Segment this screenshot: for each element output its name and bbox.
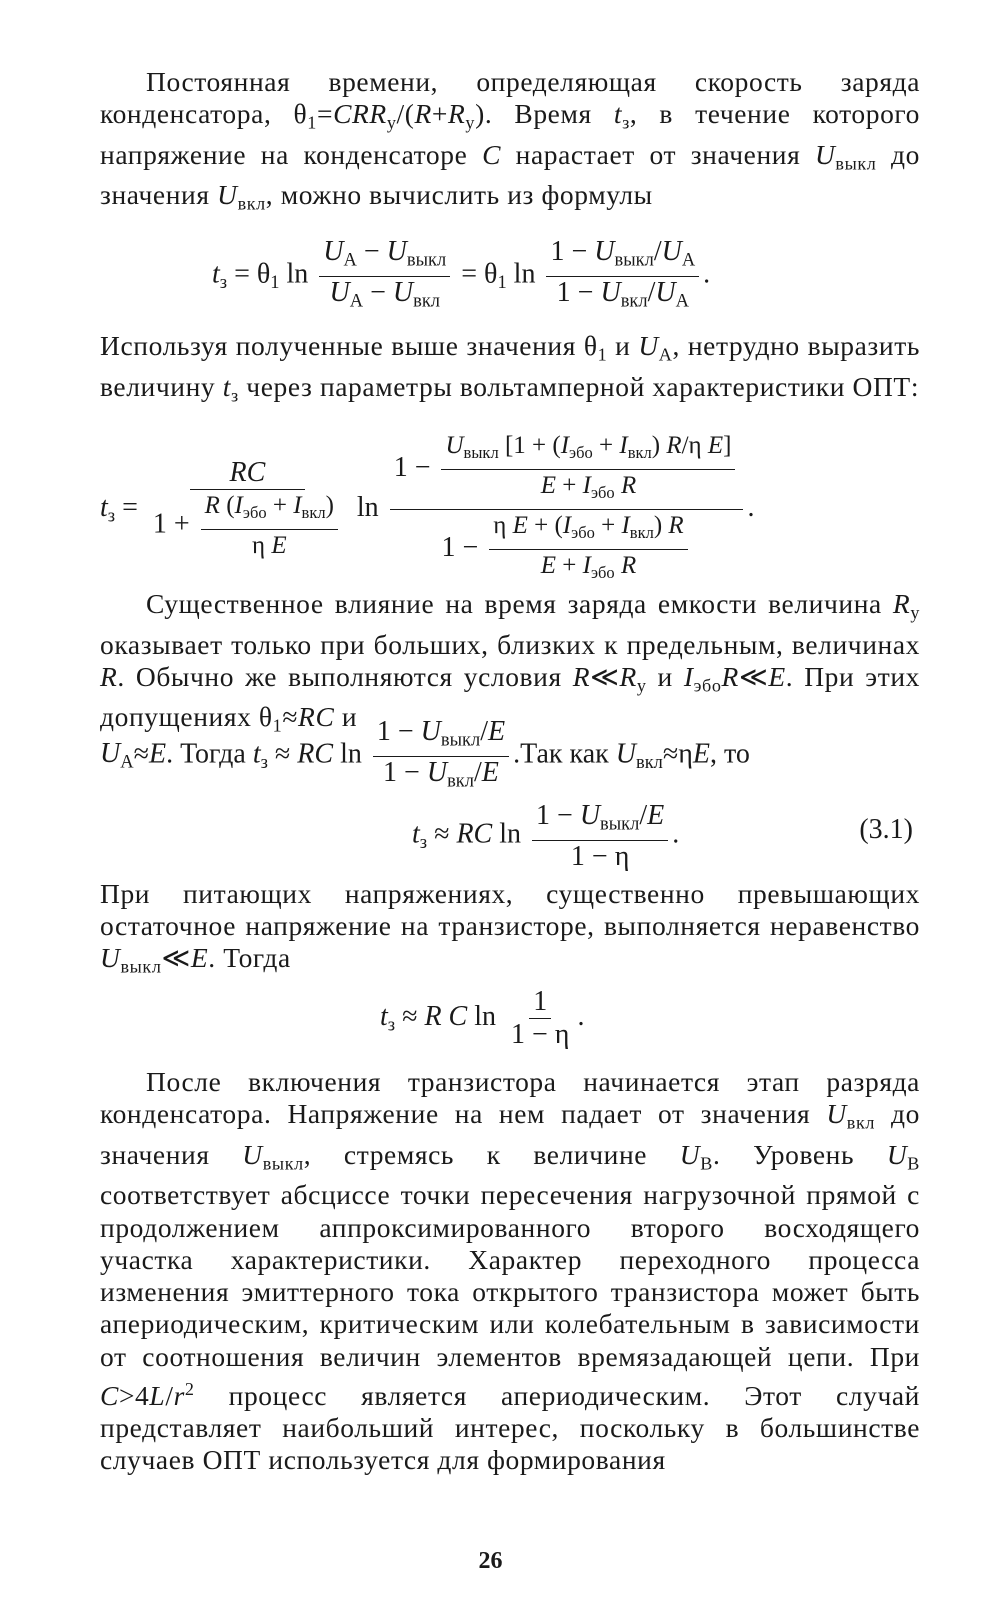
paragraph-charge-time-constant: Постоянная времени, определяющая скорость заряда конденсатора, $\theta_1=CRR_у/(R+R_у)$. Время $t_з$, в течение которого напряжение на конденсаторе C нарастает от значения $U_{выкл}$ до значения $U_{вкл}$, можно вычислить из формулы <box>100 66 920 214</box>
paragraph-discharge: После включения транзистора начинается этап разряда конденсатора. Напряжение на нем падает от значения $U_{вкл}$ до значения $U_{выкл}$, стремясь к величине $U_B$. Уровень $U_B$ соответствует абсциссе точки пересечения нагрузочной прямой с продолжением аппроксимированного второго восходящего участка характеристики. Характер переходного процесса изменения эмиттерного тока открытого транзистора может быть апериодическим, критическим или колебательным в зависимости от соотношения величин элементов времязадающей цепи. При $C>4L/r^2$ процесс является апериодическим. Этот случай представляет наибольший интерес, поскольку в большинстве случаев ОПТ используется для формирования <box>100 1066 920 1476</box>
paragraph-influence-ry: Существенное влияние на время заряда емкости величина $R_у$ оказывает только при больших, близких к предельным, величинах R. Обычно же выполняются условия $R≪R_у$ и $I_{эбо}R≪E$. При этих допущениях $\theta_1\approx RC$ и <box>100 588 920 736</box>
paragraph-supply-voltages: При питающих напряжениях, существенно превышающих остаточное напряжение на транзисторе, выполняется неравенство $U_{выкл}≪E$. Тогда <box>100 878 920 977</box>
formula-simplified: $t_з \approx R$ C ln $\frac{1}{1 - \eta}$ . <box>380 986 585 1050</box>
formula-3-1: $t_з$ ≈ RC ln $\frac{1 - U_{выкл}/E}{1 - \eta}$ . <box>412 800 680 872</box>
paragraph-vac-parameters: Используя полученные выше значения $\theta_1$ и $U_A$, нетрудно выразить величину $t_з$ через параметры вольтамперной характеристики ОПТ: <box>100 330 920 406</box>
formula-charge-time-vac: $t_з$ = RC 1 + $\frac{R (I_{эбо} + I_{вкл})}{\text{η E}}$ ln 1 − $\frac{U_{выкл} [1 + (I_{эбо} + I_{вкл}) R/\eta E]}{E + I_{эбо} R}$ 1 − $\frac{\eta E + (I_{эбо} + I_{вкл}) R}{E + I_{эбо} R}$ . <box>100 432 755 582</box>
equation-number: (3.1) <box>859 814 913 845</box>
formula-charge-time: $t_з = \theta_1$ ln $\frac{U_A - U_{выкл}}{U_A - U_{вкл}}$ = $\theta_1$ ln $\frac{1 - U_{выкл}/U_A}{1 - U_{вкл}/U_A}$ . <box>212 236 711 311</box>
formula-approx-inline: $U_A\approx E$. Тогда $t_з$ ≈ RC ln $\frac{1 - U_{выкл}/E}{1 - U_{вкл}/E}$ .Так как $U_{вкл}\approx\eta E$, то <box>100 716 750 791</box>
page-number: 26 <box>478 1548 503 1574</box>
